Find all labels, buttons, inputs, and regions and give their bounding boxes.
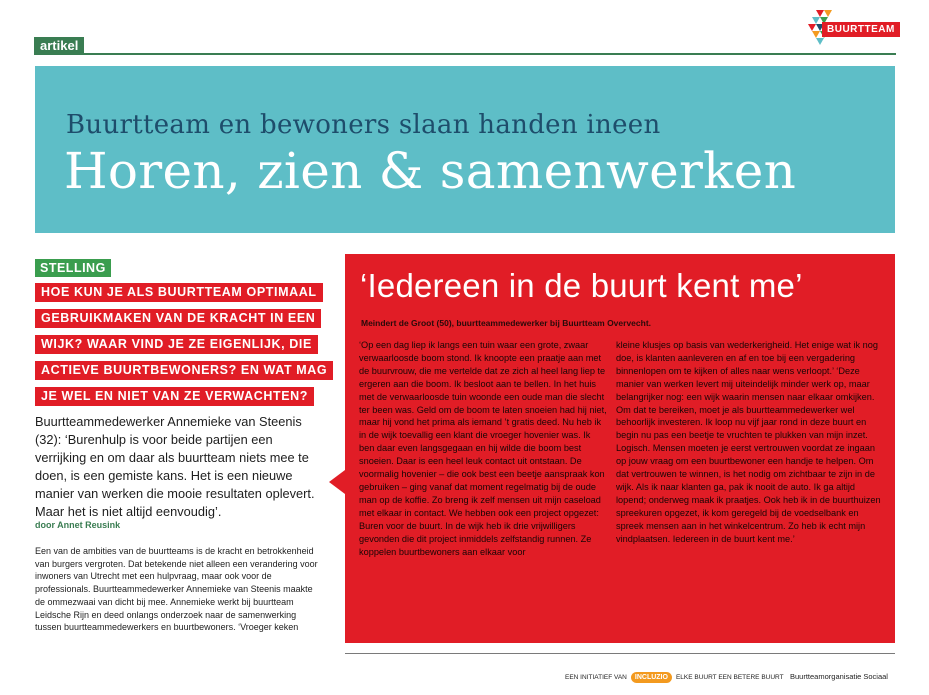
question-line: HOE KUN JE ALS BUURTTEAM OPTIMAAL [35,283,323,302]
question-line: GEBRUIKMAKEN VAN DE KRACHT IN EEN [35,309,321,328]
article-subtitle: Buurtteam en bewoners slaan handen ineen [66,110,661,140]
section-tag: artikel [34,37,84,54]
footer-credits [565,672,784,683]
quote-author: Meindert de Groot (50), buurtteammedewerker bij Buurtteam Overvecht. [361,318,652,328]
article-title: Horen, zien & samenwerken [64,142,797,200]
intro-paragraph: Buurtteammedewerker Annemieke van Steenis (32): ‘Burenhulp is voor beide partijen een verrijking en om daar als buurtteam niets mee te doen, is een gemiste kans. Het is een nieuwe manier van werken die mooie resultaten oplevert. Maar het is niet altijd eenvoudig’. [35,414,315,519]
footer-initiative: EEN INITIATIEF VAN [565,674,627,681]
logo-wordmark: BUURTTEAM [822,22,900,37]
stelling-label: STELLING [35,259,111,277]
incluzio-logo: INCLUZIO [631,672,672,683]
quote-box-pointer [329,470,345,494]
footer-organisation: Buurtteamorganisatie Sociaal [790,672,888,681]
footer-slogan: ELKE BUURT EEN BETERE BUURT [675,674,784,681]
question-line: JE WEL EN NIET VAN ZE VERWACHTEN? [35,387,314,406]
quote-column-2: kleine klusjes op basis van wederkerigheid. Het enige wat ik nog doe, is klanten aanleveren en af en toe bij een vergadering binnenlopen om te kijken of alles naar wens verloopt.’ ‘Deze manier van werken levert mij uiteindelijk minder werk op, maar belangrijker nog: een wijk waarin mensen naar elkaar omkijken. Om dat te bereiken, moet je als buurtteammedewerker wel behoorlijk investeren. Ik loop nu vijf jaar rond in deze buurt en begin nu pas een beetje te vruchten te plukken van mijn inzet. Logisch. Mensen moeten je eerst vertrouwen voordat ze ingaan op jouw vraag om een buurtbewoner een handje te helpen. Om dat vertrouwen te winnen, is het nodig om zichtbaar te zijn in de wijk. Als ik naar klanten ga, pak ik nooit de auto. Ik ga altijd lopend; onderweg maak ik praatjes. Ook heb ik in de buurthuizen spreekuren opgezet, ik kom geregeld bij de voedselbank en spreek mensen aan in het winkelcentrum. Zo heb ik echt mijn vindplaatsen. Iedereen in de buurt kent me.’ [616,340,881,544]
quote-column-1: ‘Op een dag liep ik langs een tuin waar een grote, zwaar verwaarloosde boom stond. Ik knoopte een praatje aan met de buurvrouw, die me vertelde dat ze zich al heel lang liep te ergeren aan die boom. Ik besloot aan te bellen. In het huis met de verwaarloosde tuin woonde een oude man die slecht ter been was. Geld om de boom te laten snoeien had hij niet, maar hij vond het prima als iemand ’t gratis deed. Nu heb ik in de wijk toevallig een klant die vroeger hovenier was. Ik ben daar even langsgegaan en hij wilde die boom best snoeien. Daar is een heel leuk contact uit ontstaan. De voormalig hovenier – die ook best een beetje aanspraak kon gebruiken – ging vanaf dat moment regelmatig bij de oude man op de koffie. Zo breng ik zelf mensen uit mijn caseload met elkaar in contact. We hebben ook een project opgezet: Buren voor de buurt. In de wijk heb ik drie vrijwilligers gevonden die dit project inmiddels zelfstandig runnen. Ze koppelen buurtbewoners aan elkaar voor [359,340,607,557]
question-line: ACTIEVE BUURTBEWONERS? EN WAT MAG [35,361,333,380]
question-line: WIJK? WAAR VIND JE ZE EIGENLIJK, DIE [35,335,318,354]
quote-title: ‘Iedereen in de buurt kent me’ [360,267,803,304]
byline: door Annet Reusink [35,520,121,530]
footer-divider [345,653,895,654]
header-divider [34,53,896,55]
stelling-question [35,283,333,413]
body-text-left: Een van de ambities van de buurtteams is de kracht en betrokkenheid van burgers vergroten. Dat betekende niet alleen een verandering voor inwoners van Utrecht met een hulpvraag, maar ook voor de professionals. Buurtteammedewerker Annemieke van Steenis maakte de ommezwaai van dicht bij mee. Annemieke werkt bij buurtteam Leidsche Rijn en deed onlangs onderzoek naar de samenwerking tussen buurtteammedewerkers en buurtbewoners. ‘Vroeger keken [35,546,318,633]
